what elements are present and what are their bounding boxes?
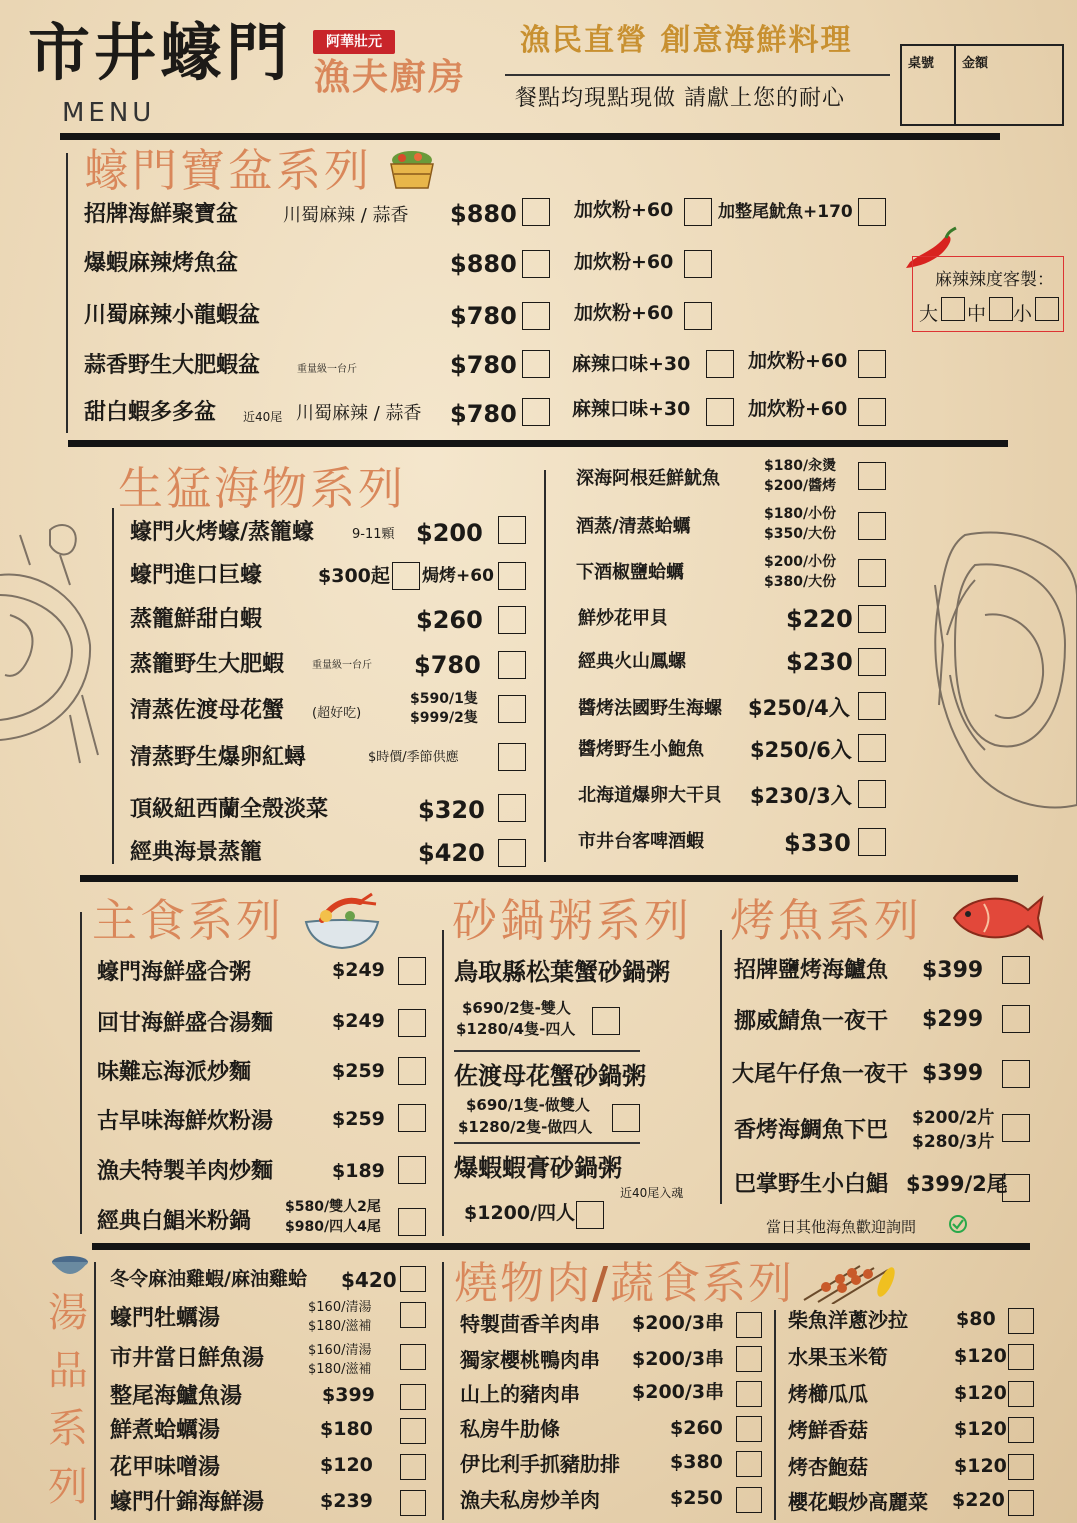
checkbox[interactable] — [392, 562, 420, 590]
checkbox[interactable] — [498, 695, 526, 723]
menu-item-price: $259 — [332, 1108, 385, 1130]
spicy-small-checkbox[interactable] — [1035, 297, 1059, 321]
column-rule — [774, 1310, 776, 1520]
checkbox[interactable] — [858, 512, 886, 540]
checkbox[interactable] — [400, 1384, 426, 1410]
menu-item-name: 鳥取縣松葉蟹砂鍋粥 — [454, 958, 670, 986]
menu-item-price: $250/6入 — [750, 738, 852, 762]
amount-label: 金額 — [962, 56, 989, 71]
checkbox[interactable] — [498, 562, 526, 590]
menu-item-name: 花甲味噌湯 — [110, 1455, 221, 1480]
menu-item-name: 市井台客啤酒蝦 — [578, 831, 704, 852]
checkbox[interactable] — [736, 1381, 762, 1407]
checkbox[interactable] — [576, 1201, 604, 1229]
checkbox[interactable] — [498, 839, 526, 867]
item-note: 近40尾 — [243, 410, 283, 424]
amount-field[interactable] — [958, 70, 1062, 124]
menu-item-name: 大尾午仔魚一夜干 — [732, 1062, 909, 1087]
menu-item-price: $1280/2隻-做四人 — [458, 1118, 593, 1136]
spicy-medium-checkbox[interactable] — [989, 297, 1013, 321]
menu-item-name: 招牌鹽烤海鱸魚 — [734, 958, 889, 983]
checkbox[interactable] — [1008, 1381, 1034, 1407]
item-note: $時價/季節供應 — [368, 750, 459, 765]
menu-item-price: $420 — [418, 839, 485, 867]
menu-item-price: $230/3入 — [750, 784, 852, 808]
checkbox[interactable] — [398, 957, 426, 985]
checkbox[interactable] — [498, 516, 526, 544]
menu-item-name: 頂級紐西蘭全殼淡菜 — [130, 797, 329, 822]
menu-item-price: $330 — [784, 829, 851, 857]
menu-item-price: $399/2尾 — [906, 1172, 1008, 1196]
checkbox[interactable] — [522, 302, 550, 330]
checkbox[interactable] — [684, 250, 712, 278]
checkbox[interactable] — [858, 648, 886, 676]
menu-item-price: $980/四人4尾 — [285, 1219, 381, 1235]
checkbox[interactable] — [592, 1007, 620, 1035]
menu-item-name: 香烤海鯛魚下巴 — [734, 1118, 889, 1143]
pot-icon — [388, 148, 436, 192]
brand-title: 市井蠔門 — [28, 16, 293, 89]
menu-item-name: 蒸籠鮮甜白蝦 — [130, 607, 263, 632]
add-on-label: 加炊粉+60 — [574, 199, 674, 221]
add-on-label: 加整尾魷魚+170 — [718, 202, 853, 222]
item-note: 近40尾入魂 — [620, 1186, 684, 1200]
menu-item-name: 蒸籠野生大肥蝦 — [130, 652, 285, 677]
item-note: $160/清湯 — [308, 1343, 372, 1358]
checkbox[interactable] — [1002, 956, 1030, 984]
menu-item-name: 佐渡母花蟹砂鍋粥 — [454, 1062, 646, 1090]
menu-item-name: 下酒椒鹽蛤蠣 — [576, 562, 684, 583]
crab-icon — [0, 515, 100, 765]
menu-item-price: $220 — [786, 605, 853, 633]
item-note: $180/滋補 — [308, 1362, 372, 1377]
menu-item-name: 鮮煮蛤蠣湯 — [110, 1418, 221, 1443]
checkbox[interactable] — [736, 1416, 762, 1442]
menu-item-price: $249 — [332, 1010, 385, 1032]
checkbox[interactable] — [498, 651, 526, 679]
menu-item-name: 私房牛肋條 — [460, 1417, 560, 1441]
menu-item-name: 爆蝦麻辣烤魚盆 — [84, 251, 239, 276]
menu-item-name: 整尾海鱸魚湯 — [110, 1384, 243, 1409]
menu-item-price: $780 — [414, 651, 481, 679]
checkbox[interactable] — [858, 398, 886, 426]
menu-item-price: $780 — [450, 351, 517, 379]
menu-item-name: 獨家櫻桃鴨肉串 — [460, 1348, 600, 1372]
checkbox[interactable] — [498, 743, 526, 771]
checkbox[interactable] — [1002, 1114, 1030, 1142]
menu-item-name: 經典白鯧米粉鍋 — [97, 1209, 252, 1234]
menu-item-price: $780 — [450, 400, 517, 428]
menu-item-name: 伊比利手抓豬肋排 — [460, 1452, 620, 1476]
column-rule — [94, 1262, 96, 1520]
menu-item-price: $350/大份 — [764, 526, 837, 542]
oyster-icon — [925, 525, 1077, 815]
sub-brand: 漁夫廚房 — [314, 57, 467, 98]
checkbox[interactable] — [858, 198, 886, 226]
menu-item-price: $180 — [320, 1418, 373, 1440]
checkbox[interactable] — [400, 1418, 426, 1444]
menu-item-price: $320 — [418, 796, 485, 824]
column-rule — [112, 508, 114, 864]
menu-item-name: 清蒸野生爆卵紅蟳 — [130, 745, 307, 770]
divider — [68, 440, 1008, 447]
menu-item-name: 水果玉米筍 — [788, 1345, 888, 1369]
checkbox[interactable] — [1008, 1417, 1034, 1443]
slogan-underline — [505, 74, 890, 76]
menu-item-name: 巴掌野生小白鯧 — [734, 1172, 889, 1197]
checkbox[interactable] — [398, 1057, 426, 1085]
menu-item-price: $1280/4隻-四人 — [456, 1020, 576, 1038]
menu-item-price: $880 — [450, 250, 517, 278]
menu-item-price: $260 — [416, 606, 483, 634]
checkbox[interactable] — [858, 734, 886, 762]
checkbox[interactable] — [400, 1302, 426, 1328]
menu-item-price: $200/2片 — [912, 1108, 995, 1128]
column-rule — [442, 930, 444, 1236]
menu-item-name: 冬令麻油雞蝦/麻油雞蛤 — [110, 1268, 307, 1290]
section-title-grilled-fish: 烤魚系列 — [730, 894, 923, 947]
add-on-label: 加炊粉+60 — [748, 350, 848, 372]
menu-item-name: 清蒸佐渡母花蟹 — [130, 698, 285, 723]
menu-item-price: $690/2隻-雙人 — [462, 999, 571, 1017]
menu-item-price: $200/3串 — [632, 1312, 725, 1334]
menu-item-price: $300起 — [318, 565, 390, 587]
fish-icon — [948, 888, 1044, 944]
menu-item-price: $380/大份 — [764, 574, 837, 590]
menu-item-name: 北海道爆卵大干貝 — [578, 785, 722, 806]
add-on-label: 麻辣口味+30 — [572, 353, 691, 375]
section-title-claypot-congee: 砂鍋粥系列 — [452, 894, 693, 947]
column-rule — [442, 1262, 444, 1520]
menu-item-name: 市井當日鮮魚湯 — [110, 1346, 265, 1371]
menu-item-name: 古早味海鮮炊粉湯 — [97, 1109, 274, 1134]
checkbox[interactable] — [706, 350, 734, 378]
menu-item-price: $80 — [956, 1308, 996, 1330]
checkbox[interactable] — [398, 1156, 426, 1184]
menu-item-name: 蠔門牡蠣湯 — [110, 1306, 221, 1331]
checkbox[interactable] — [498, 794, 526, 822]
menu-item-price: $200/醬烤 — [764, 478, 837, 494]
checkbox[interactable] — [612, 1104, 640, 1132]
menu-item-price: $580/雙人2尾 — [285, 1199, 381, 1215]
menu-item-price: $120 — [954, 1345, 1007, 1367]
menu-item-price: $180/小份 — [764, 506, 837, 522]
checkbox[interactable] — [858, 828, 886, 856]
column-rule — [544, 470, 546, 862]
menu-item-price: $250 — [670, 1487, 723, 1509]
checkbox[interactable] — [736, 1487, 762, 1513]
seafood-bowl-icon — [302, 892, 382, 950]
checkbox[interactable] — [858, 462, 886, 490]
checkbox[interactable] — [522, 198, 550, 226]
menu-item-name: 蒜香野生大肥蝦盆 — [84, 353, 261, 378]
section-title-treasure-pot: 蠔門寶盆系列 — [84, 144, 373, 197]
checkbox[interactable] — [1008, 1344, 1034, 1370]
menu-item-price: $120 — [954, 1382, 1007, 1404]
item-note: 重量級一台斤 — [297, 364, 357, 375]
menu-item-price: $260 — [670, 1417, 723, 1439]
item-note: 重量級一台斤 — [312, 660, 372, 671]
add-on-label: 加炊粉+60 — [574, 302, 674, 324]
checkbox[interactable] — [1008, 1490, 1034, 1516]
menu-item-price: $259 — [332, 1060, 385, 1082]
checkbox[interactable] — [522, 398, 550, 426]
checkbox[interactable] — [398, 1104, 426, 1132]
checkbox[interactable] — [858, 780, 886, 808]
column-rule — [80, 912, 82, 1234]
add-on-label: 加炊粉+60 — [574, 251, 674, 273]
menu-item-name: 挪威鯖魚一夜干 — [734, 1009, 889, 1034]
divider — [92, 1243, 1030, 1250]
menu-item-name: 漁夫特製羊肉炒麵 — [97, 1159, 274, 1184]
column-rule — [720, 930, 722, 1204]
menu-item-price: $420 — [341, 1268, 397, 1292]
item-note: 川蜀麻辣 / 蒜香 — [296, 403, 422, 424]
divider — [60, 133, 1000, 140]
menu-item-price: $230 — [786, 648, 853, 676]
slogan: 漁民直營 創意海鮮料理 — [520, 23, 853, 58]
menu-label: MENU — [62, 98, 156, 128]
menu-item-price: $1200/四人 — [464, 1202, 576, 1224]
menu-item-name: 川蜀麻辣小龍蝦盆 — [84, 303, 261, 328]
menu-item-price: $200/小份 — [764, 554, 837, 570]
checkbox[interactable] — [684, 198, 712, 226]
checkbox[interactable] — [1002, 1174, 1030, 1202]
menu-item-name: 蠔門什錦海鮮湯 — [110, 1490, 265, 1515]
menu-item-price: $299 — [922, 1007, 984, 1032]
add-on-label: 加炊粉+60 — [748, 398, 848, 420]
menu-item-name: 漁夫私房炒羊肉 — [460, 1488, 600, 1512]
menu-item-name: 爆蝦蝦膏砂鍋粥 — [454, 1154, 622, 1182]
menu-item-price: $120 — [954, 1455, 1007, 1477]
badge: 阿華壯元 — [313, 30, 395, 54]
checkbox[interactable] — [398, 1009, 426, 1037]
menu-item-price: $180/汆燙 — [764, 458, 837, 474]
section-title-soups: 湯品系列 — [48, 1290, 88, 1510]
checkbox[interactable] — [706, 398, 734, 426]
menu-item-price: $189 — [332, 1160, 385, 1182]
menu-item-price: $220 — [952, 1489, 1005, 1511]
section-title-grill-veg: 燒物肉/蔬食系列 — [454, 1258, 795, 1309]
menu-item-price: $380 — [670, 1451, 723, 1473]
menu-item-name: 蠔門進口巨蠔 — [130, 563, 263, 588]
menu-item-name: 烤鮮香菇 — [788, 1418, 868, 1442]
menu-item-price: $590/1隻 — [410, 691, 478, 707]
checkbox[interactable] — [684, 302, 712, 330]
menu-item-name: 蠔門海鮮盛合粥 — [97, 960, 252, 985]
menu-item-price: $249 — [332, 959, 385, 981]
menu-item-name: 櫻花蝦炒高麗菜 — [788, 1490, 928, 1514]
checkbox[interactable] — [858, 605, 886, 633]
add-on-label: 麻辣口味+30 — [572, 398, 691, 420]
item-note: $160/清湯 — [308, 1300, 372, 1315]
menu-item-price: $780 — [450, 302, 517, 330]
checkbox[interactable] — [736, 1451, 762, 1477]
menu-item-name: 醬烤野生小鮑魚 — [578, 739, 704, 760]
menu-item-name: 柴魚洋蔥沙拉 — [788, 1308, 908, 1332]
menu-item-name: 特製茴香羊肉串 — [460, 1312, 600, 1336]
checkbox[interactable] — [858, 559, 886, 587]
table-field[interactable] — [904, 70, 952, 124]
checkbox[interactable] — [522, 250, 550, 278]
menu-item-name: 深海阿根廷鮮魷魚 — [576, 468, 720, 489]
checkbox[interactable] — [858, 350, 886, 378]
menu-item-price: $399 — [922, 1061, 984, 1086]
menu-item-name: 烤櫛瓜瓜 — [788, 1382, 868, 1406]
checkbox[interactable] — [398, 1208, 426, 1236]
menu-item-price: $120 — [954, 1418, 1007, 1440]
menu-item-price: $120 — [320, 1454, 373, 1476]
checkbox[interactable] — [522, 350, 550, 378]
section-title-live-seafood: 生猛海物系列 — [118, 462, 407, 515]
checkbox[interactable] — [400, 1490, 426, 1516]
menu-item-name: 回甘海鮮盛合湯麵 — [97, 1011, 274, 1036]
menu-item-name: 山上的豬肉串 — [460, 1382, 580, 1406]
menu-item-price: $250/4入 — [748, 696, 850, 720]
checkbox[interactable] — [1008, 1308, 1034, 1334]
checkbox[interactable] — [1002, 1005, 1030, 1033]
menu-item-price: $200 — [416, 519, 483, 547]
checkbox[interactable] — [400, 1266, 426, 1292]
spicy-box: 麻辣辣度客製： 大 中 小 — [912, 256, 1064, 332]
menu-item-name: 味難忘海派炒麵 — [97, 1060, 252, 1085]
menu-item-price: $399 — [922, 958, 984, 983]
checkbox[interactable] — [736, 1312, 762, 1338]
menu-item-price: $690/1隻-做雙人 — [466, 1096, 590, 1114]
menu-item-name: 烤杏鮑菇 — [788, 1455, 868, 1479]
checkbox[interactable] — [1002, 1060, 1030, 1088]
checkbox[interactable] — [1008, 1454, 1034, 1480]
menu-item-name: 酒蒸/清蒸蛤蠣 — [576, 516, 691, 537]
checkbox[interactable] — [498, 606, 526, 634]
menu-item-name: 經典海景蒸籠 — [130, 840, 263, 865]
table-label: 桌號 — [908, 56, 935, 71]
check-circle-icon — [948, 1214, 968, 1234]
item-note: (超好吃) — [312, 706, 362, 721]
checkbox[interactable] — [858, 692, 886, 720]
add-on-label: 焗烤+60 — [422, 566, 494, 586]
menu-item-name: 鮮炒花甲貝 — [578, 608, 668, 629]
menu-item-price: $239 — [320, 1490, 373, 1512]
checkbox[interactable] — [400, 1454, 426, 1480]
menu-item-name: 醬烤法國野生海螺 — [578, 698, 722, 719]
menu-item-price: $280/3片 — [912, 1132, 995, 1152]
menu-item-name: 蠔門火烤蠔/蒸籠蠔 — [130, 520, 315, 545]
menu-item-name: 甜白蝦多多盆 — [84, 400, 217, 425]
checkbox[interactable] — [400, 1344, 426, 1370]
item-note: 川蜀麻辣 / 蒜香 — [283, 205, 409, 226]
item-note: 9-11顆 — [352, 527, 395, 542]
menu-item-price: $399 — [322, 1384, 375, 1406]
item-name: 招牌海鮮聚寶盆 — [84, 202, 239, 227]
menu-item-price: $200/3串 — [632, 1381, 725, 1403]
item-note: $180/滋補 — [308, 1319, 372, 1334]
divider — [80, 875, 1018, 882]
menu-item-price: $880 — [450, 200, 517, 228]
notice: 餐點均現點現做 請獻上您的耐心 — [515, 86, 845, 111]
spicy-large-checkbox[interactable] — [941, 297, 965, 321]
soup-bowl-icon — [48, 1252, 92, 1282]
menu-item-name: 經典火山鳳螺 — [578, 651, 686, 672]
order-box — [900, 44, 1064, 126]
column-rule — [66, 153, 68, 433]
checkbox[interactable] — [736, 1346, 762, 1372]
menu-item-price: $999/2隻 — [410, 710, 478, 726]
section-title-main-dishes: 主食系列 — [92, 894, 285, 947]
menu-item-price: $200/3串 — [632, 1348, 725, 1370]
skewer-icon — [800, 1260, 900, 1304]
